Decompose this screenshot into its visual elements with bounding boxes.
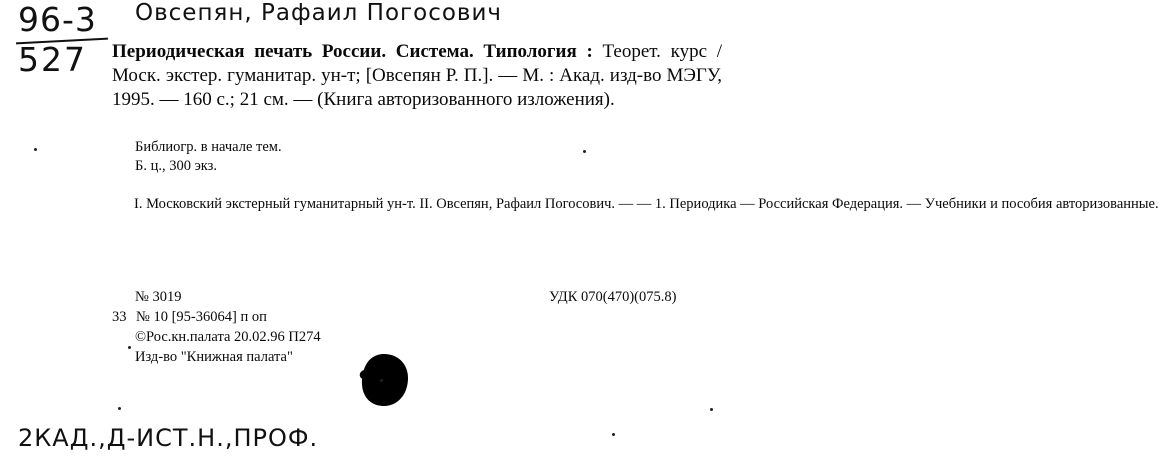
price-print-run-note: Б. ц., 300 экз. xyxy=(135,158,218,174)
handwritten-bottom-note: 2КАД.,Д-ИСТ.Н.,ПРОФ. xyxy=(18,424,319,452)
registration-text: № 10 [95-36064] п оп xyxy=(136,309,267,325)
speck xyxy=(583,150,586,153)
book-title: Периодическая печать России. Система. Типология : xyxy=(112,41,593,62)
subject-tracing xyxy=(112,195,1159,214)
bibliography-note: Библиогр. в начале тем. xyxy=(135,139,282,155)
bibliographic-description xyxy=(112,40,722,112)
speck xyxy=(118,407,121,410)
copyright-line: ©Рос.кн.палата 20.02.96 П274 xyxy=(135,329,321,345)
notes-block xyxy=(135,138,282,176)
ink-blot xyxy=(358,352,410,408)
speck xyxy=(128,346,131,349)
speck xyxy=(380,379,383,382)
speck xyxy=(710,408,713,411)
call-number-top: 96-3 xyxy=(18,0,97,39)
handwritten-author-heading: Овсепян, Рафаил Погосович xyxy=(135,0,503,26)
tracing-text: I. Московский экстерный гуманитарный ун-т. II. Овсепян, Рафаил Погосович. — — 1. Периодика — Российская Федерация. — Учебники и пособия авторизованные. xyxy=(134,196,1159,212)
udk-code: УДК 070(470)(075.8) xyxy=(549,289,677,305)
call-number-bottom: 527 xyxy=(18,40,87,79)
publisher-line: Изд-во "Книжная палата" xyxy=(135,349,293,365)
registration-lead: 33 xyxy=(112,309,127,325)
speck xyxy=(34,148,37,151)
publication-statement: Теорет. курс / Моск. экстер. гуманитар. ун-т; [Овсепян Р. П.]. — М. : Акад. изд-во МЭГУ, 1995. — 160 с.; 21 см. — (Книга авторизованного изложения). xyxy=(112,41,723,110)
speck xyxy=(612,433,615,436)
card-number: № 3019 xyxy=(135,289,182,305)
registration-line xyxy=(112,309,267,326)
